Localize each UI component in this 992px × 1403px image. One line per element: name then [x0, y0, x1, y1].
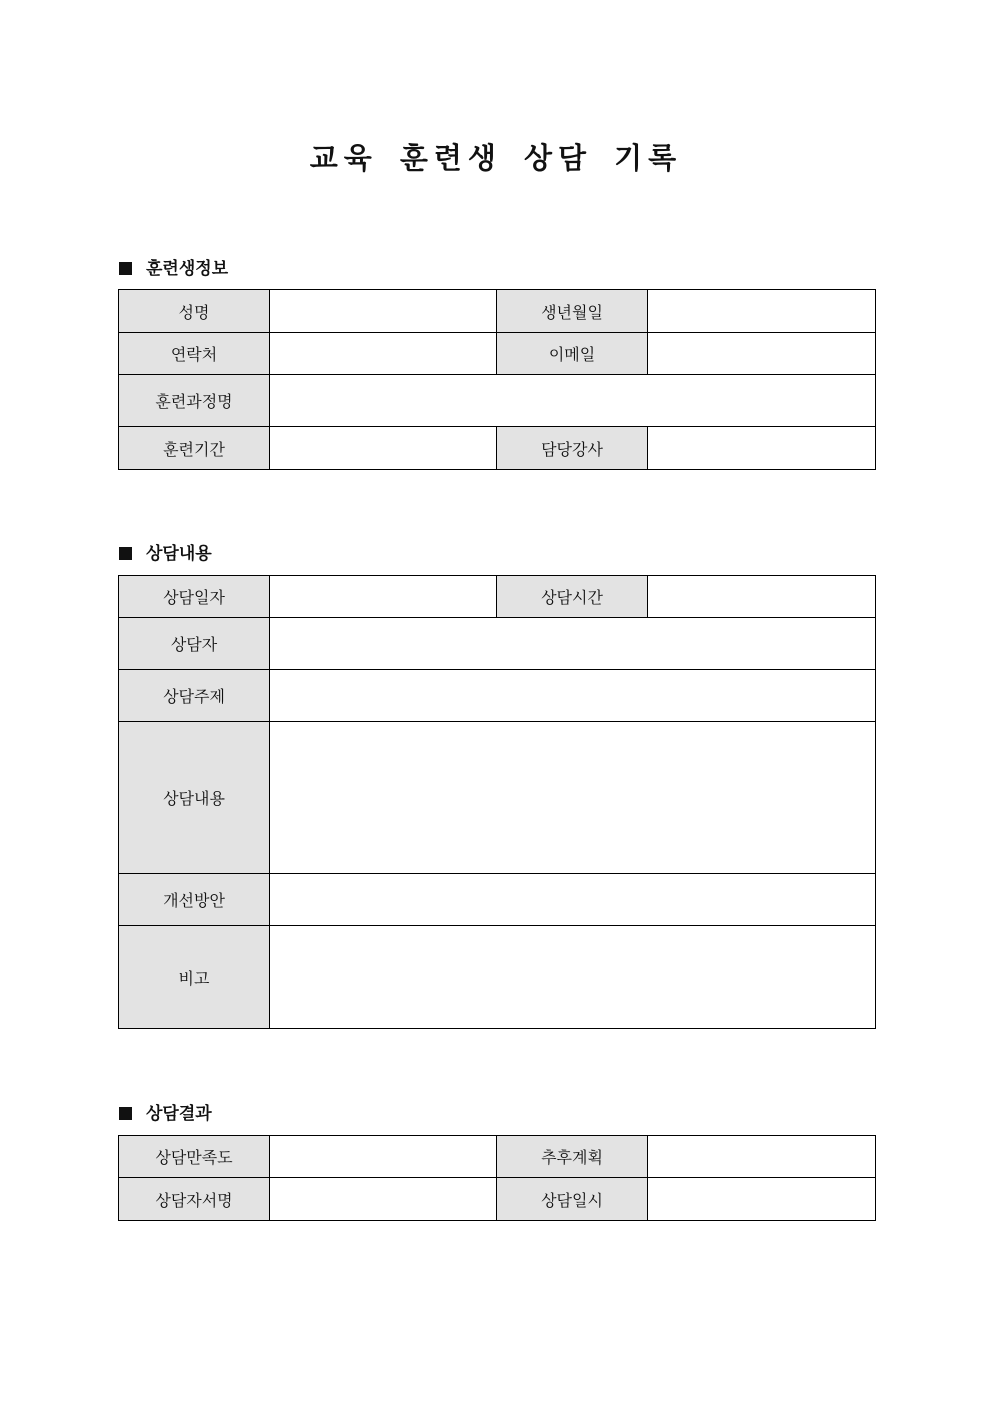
instructor-field[interactable]: [648, 427, 876, 470]
section-title: 훈련생정보: [146, 259, 229, 279]
content-label: 상담내용: [119, 722, 270, 874]
topic-field[interactable]: [270, 670, 876, 722]
contact-field[interactable]: [270, 333, 497, 375]
section-heading-trainee: [119, 254, 228, 279]
counselor-label: 상담자: [119, 618, 270, 670]
section-heading-result: [119, 1099, 212, 1124]
section-title: 상담내용: [146, 544, 212, 564]
email-label: 이메일: [497, 333, 648, 375]
counseling-table: [118, 575, 876, 1029]
square-bullet-icon: [119, 262, 132, 275]
instructor-label: 담당강사: [497, 427, 648, 470]
counselor-field[interactable]: [270, 618, 876, 670]
square-bullet-icon: [119, 547, 132, 560]
signature-label: 상담자서명: [119, 1178, 270, 1221]
course-label: 훈련과정명: [119, 375, 270, 427]
satisfaction-label: 상담만족도: [119, 1136, 270, 1178]
page-title: 교육 훈련생 상담 기록: [309, 141, 683, 175]
name-label: 성명: [119, 290, 270, 333]
datetime-label: 상담일시: [497, 1178, 648, 1221]
datetime-field[interactable]: [648, 1178, 876, 1221]
period-label: 훈련기간: [119, 427, 270, 470]
topic-label: 상담주제: [119, 670, 270, 722]
period-field[interactable]: [270, 427, 497, 470]
name-field[interactable]: [270, 290, 497, 333]
time-field[interactable]: [648, 576, 876, 618]
section-title: 상담결과: [146, 1104, 212, 1124]
section-heading-counseling: [119, 539, 212, 564]
trainee-info-table: [118, 289, 876, 470]
contact-label: 연락처: [119, 333, 270, 375]
time-label: 상담시간: [497, 576, 648, 618]
date-field[interactable]: [270, 576, 497, 618]
improvement-field[interactable]: [270, 874, 876, 926]
satisfaction-field[interactable]: [270, 1136, 497, 1178]
course-field[interactable]: [270, 375, 876, 427]
signature-field[interactable]: [270, 1178, 497, 1221]
birth-field[interactable]: [648, 290, 876, 333]
improvement-label: 개선방안: [119, 874, 270, 926]
result-table: [118, 1135, 876, 1221]
remarks-field[interactable]: [270, 926, 876, 1029]
content-field[interactable]: [270, 722, 876, 874]
square-bullet-icon: [119, 1107, 132, 1120]
followup-label: 추후계획: [497, 1136, 648, 1178]
remarks-label: 비고: [119, 926, 270, 1029]
birth-label: 생년월일: [497, 290, 648, 333]
followup-field[interactable]: [648, 1136, 876, 1178]
date-label: 상담일자: [119, 576, 270, 618]
email-field[interactable]: [648, 333, 876, 375]
